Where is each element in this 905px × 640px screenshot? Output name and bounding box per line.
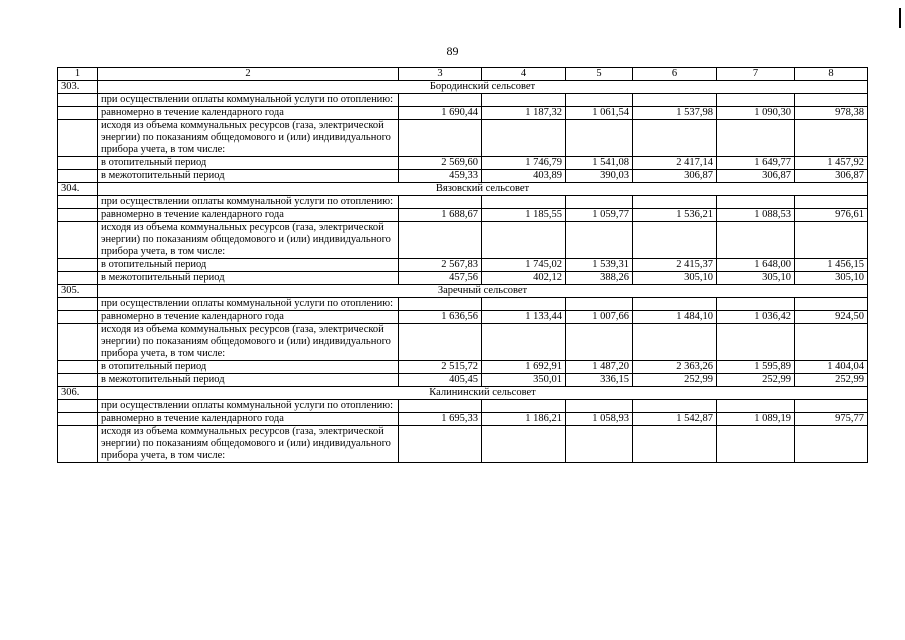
value-cell: 252,99: [633, 374, 717, 387]
row-label: в отопительный период: [98, 157, 399, 170]
table-row: [58, 298, 868, 311]
value-cell: [717, 298, 795, 311]
header-cell: 7: [717, 68, 795, 81]
table-row: [58, 426, 868, 463]
row-label: в межотопительный период: [98, 272, 399, 285]
row-label: в отопительный период: [98, 259, 399, 272]
value-cell: [717, 222, 795, 259]
value-cell: [717, 400, 795, 413]
value-cell: 2 415,37: [633, 259, 717, 272]
table-row: [58, 157, 868, 170]
table-row: [58, 107, 868, 120]
row-label: при осуществлении оплаты коммунальной услуги по отоплению:: [98, 298, 399, 311]
value-cell: 1 536,21: [633, 209, 717, 222]
value-cell: [399, 400, 482, 413]
value-cell: [399, 120, 482, 157]
value-cell: 403,89: [482, 170, 566, 183]
value-cell: 2 567,83: [399, 259, 482, 272]
value-cell: 1 487,20: [566, 361, 633, 374]
row-label: при осуществлении оплаты коммунальной услуги по отоплению:: [98, 196, 399, 209]
value-cell: [566, 222, 633, 259]
section-row: [58, 81, 868, 94]
row-number-cell: [58, 120, 98, 157]
header-cell: 8: [795, 68, 868, 81]
value-cell: 336,15: [566, 374, 633, 387]
value-cell: 1 187,32: [482, 107, 566, 120]
section-row: [58, 387, 868, 400]
value-cell: 252,99: [717, 374, 795, 387]
settlement-name: Вязовский сельсовет: [98, 183, 868, 196]
value-cell: [399, 426, 482, 463]
value-cell: [795, 426, 868, 463]
table-row: [58, 361, 868, 374]
value-cell: [717, 196, 795, 209]
section-row: [58, 183, 868, 196]
row-label: исходя из объема коммунальных ресурсов (газа, электрической энергии) по показаниям общедомового и (или) индивидуального прибора учета, в том числе:: [98, 426, 399, 463]
value-cell: 1 089,19: [717, 413, 795, 426]
row-label: равномерно в течение календарного года: [98, 209, 399, 222]
row-label: равномерно в течение календарного года: [98, 311, 399, 324]
value-cell: [717, 426, 795, 463]
table-body: [58, 68, 868, 463]
row-number-cell: [58, 157, 98, 170]
row-label: исходя из объема коммунальных ресурсов (газа, электрической энергии) по показаниям общедомового и (или) индивидуального прибора учета, в том числе:: [98, 324, 399, 361]
value-cell: [566, 324, 633, 361]
value-cell: 457,56: [399, 272, 482, 285]
row-number-cell: [58, 311, 98, 324]
value-cell: 306,87: [633, 170, 717, 183]
header-cell: 3: [399, 68, 482, 81]
value-cell: 1 484,10: [633, 311, 717, 324]
value-cell: 1 690,44: [399, 107, 482, 120]
row-label: в межотопительный период: [98, 374, 399, 387]
settlement-name: Заречный сельсовет: [98, 285, 868, 298]
value-cell: 975,77: [795, 413, 868, 426]
value-cell: [633, 222, 717, 259]
value-cell: [566, 196, 633, 209]
row-label: при осуществлении оплаты коммунальной услуги по отоплению:: [98, 94, 399, 107]
row-label: в межотопительный период: [98, 170, 399, 183]
row-label: исходя из объема коммунальных ресурсов (газа, электрической энергии) по показаниям общедомового и (или) индивидуального прибора учета, в том числе:: [98, 222, 399, 259]
value-cell: 1 059,77: [566, 209, 633, 222]
value-cell: [795, 222, 868, 259]
section-number: 305.: [58, 285, 98, 298]
value-cell: 402,12: [482, 272, 566, 285]
row-label: исходя из объема коммунальных ресурсов (газа, электрической энергии) по показаниям общедомового и (или) индивидуального прибора учета, в том числе:: [98, 120, 399, 157]
value-cell: [795, 94, 868, 107]
value-cell: 924,50: [795, 311, 868, 324]
value-cell: 1 133,44: [482, 311, 566, 324]
value-cell: 1 061,54: [566, 107, 633, 120]
value-cell: [633, 298, 717, 311]
table-row: [58, 120, 868, 157]
header-cell: 5: [566, 68, 633, 81]
value-cell: 1 648,00: [717, 259, 795, 272]
row-number-cell: [58, 413, 98, 426]
value-cell: [717, 120, 795, 157]
value-cell: 1 595,89: [717, 361, 795, 374]
value-cell: 306,87: [717, 170, 795, 183]
row-number-cell: [58, 272, 98, 285]
value-cell: 1 058,93: [566, 413, 633, 426]
value-cell: 405,45: [399, 374, 482, 387]
header-cell: 2: [98, 68, 399, 81]
value-cell: 306,87: [795, 170, 868, 183]
value-cell: 1 090,30: [717, 107, 795, 120]
table-row: [58, 222, 868, 259]
table-row: [58, 259, 868, 272]
value-cell: [566, 120, 633, 157]
header-cell: 6: [633, 68, 717, 81]
value-cell: [482, 400, 566, 413]
value-cell: [633, 196, 717, 209]
value-cell: 1 186,21: [482, 413, 566, 426]
value-cell: [633, 120, 717, 157]
value-cell: 2 363,26: [633, 361, 717, 374]
section-row: [58, 285, 868, 298]
value-cell: 1 457,92: [795, 157, 868, 170]
value-cell: [482, 222, 566, 259]
value-cell: [482, 94, 566, 107]
value-cell: 1 541,08: [566, 157, 633, 170]
value-cell: 976,61: [795, 209, 868, 222]
value-cell: 1 692,91: [482, 361, 566, 374]
value-cell: 1 456,15: [795, 259, 868, 272]
row-number-cell: [58, 94, 98, 107]
row-number-cell: [58, 298, 98, 311]
row-label: в отопительный период: [98, 361, 399, 374]
value-cell: 1 542,87: [633, 413, 717, 426]
value-cell: [566, 400, 633, 413]
value-cell: 1 688,67: [399, 209, 482, 222]
row-label: при осуществлении оплаты коммунальной услуги по отоплению:: [98, 400, 399, 413]
row-number-cell: [58, 426, 98, 463]
header-cell: 4: [482, 68, 566, 81]
section-number: 304.: [58, 183, 98, 196]
row-number-cell: [58, 170, 98, 183]
table-row: [58, 413, 868, 426]
row-label: равномерно в течение календарного года: [98, 107, 399, 120]
value-cell: 1 636,56: [399, 311, 482, 324]
value-cell: 1 088,53: [717, 209, 795, 222]
section-number: 303.: [58, 81, 98, 94]
value-cell: 390,03: [566, 170, 633, 183]
value-cell: [482, 324, 566, 361]
value-cell: [399, 94, 482, 107]
value-cell: [399, 222, 482, 259]
value-cell: 305,10: [795, 272, 868, 285]
settlement-name: Бородинский сельсовет: [98, 81, 868, 94]
value-cell: [566, 426, 633, 463]
value-cell: [795, 196, 868, 209]
value-cell: 1 649,77: [717, 157, 795, 170]
table-row: [58, 196, 868, 209]
value-cell: [399, 196, 482, 209]
value-cell: 1 539,31: [566, 259, 633, 272]
value-cell: [633, 400, 717, 413]
value-cell: [482, 298, 566, 311]
value-cell: [482, 426, 566, 463]
table-row: [58, 400, 868, 413]
value-cell: 305,10: [717, 272, 795, 285]
value-cell: 1 185,55: [482, 209, 566, 222]
value-cell: 2 515,72: [399, 361, 482, 374]
table-row: [58, 170, 868, 183]
value-cell: [633, 426, 717, 463]
row-number-cell: [58, 400, 98, 413]
value-cell: [399, 324, 482, 361]
value-cell: [566, 94, 633, 107]
header-cell: 1: [58, 68, 98, 81]
value-cell: [717, 324, 795, 361]
value-cell: [482, 196, 566, 209]
value-cell: 459,33: [399, 170, 482, 183]
row-number-cell: [58, 107, 98, 120]
value-cell: 1 746,79: [482, 157, 566, 170]
header-row: [58, 68, 868, 81]
row-number-cell: [58, 361, 98, 374]
row-number-cell: [58, 259, 98, 272]
value-cell: [482, 120, 566, 157]
row-label: равномерно в течение календарного года: [98, 413, 399, 426]
value-cell: [795, 324, 868, 361]
table-row: [58, 94, 868, 107]
value-cell: 1 036,42: [717, 311, 795, 324]
value-cell: 2 569,60: [399, 157, 482, 170]
value-cell: 1 404,04: [795, 361, 868, 374]
value-cell: 978,38: [795, 107, 868, 120]
row-number-cell: [58, 324, 98, 361]
value-cell: [795, 120, 868, 157]
value-cell: [633, 324, 717, 361]
page-number: 89: [446, 44, 459, 58]
tariff-table: [57, 67, 868, 463]
value-cell: [795, 298, 868, 311]
value-cell: [717, 94, 795, 107]
settlement-name: Калининский сельсовет: [98, 387, 868, 400]
row-number-cell: [58, 196, 98, 209]
value-cell: 388,26: [566, 272, 633, 285]
table-row: [58, 209, 868, 222]
value-cell: 2 417,14: [633, 157, 717, 170]
value-cell: [399, 298, 482, 311]
value-cell: [566, 298, 633, 311]
value-cell: 1 007,66: [566, 311, 633, 324]
value-cell: [633, 94, 717, 107]
table-row: [58, 311, 868, 324]
row-number-cell: [58, 374, 98, 387]
value-cell: 350,01: [482, 374, 566, 387]
value-cell: 1 745,02: [482, 259, 566, 272]
value-cell: 305,10: [633, 272, 717, 285]
table-row: [58, 272, 868, 285]
table-row: [58, 374, 868, 387]
edge-mark: [899, 8, 901, 28]
row-number-cell: [58, 222, 98, 259]
value-cell: 252,99: [795, 374, 868, 387]
row-number-cell: [58, 209, 98, 222]
value-cell: [795, 400, 868, 413]
table-row: [58, 324, 868, 361]
value-cell: 1 537,98: [633, 107, 717, 120]
section-number: 306.: [58, 387, 98, 400]
value-cell: 1 695,33: [399, 413, 482, 426]
